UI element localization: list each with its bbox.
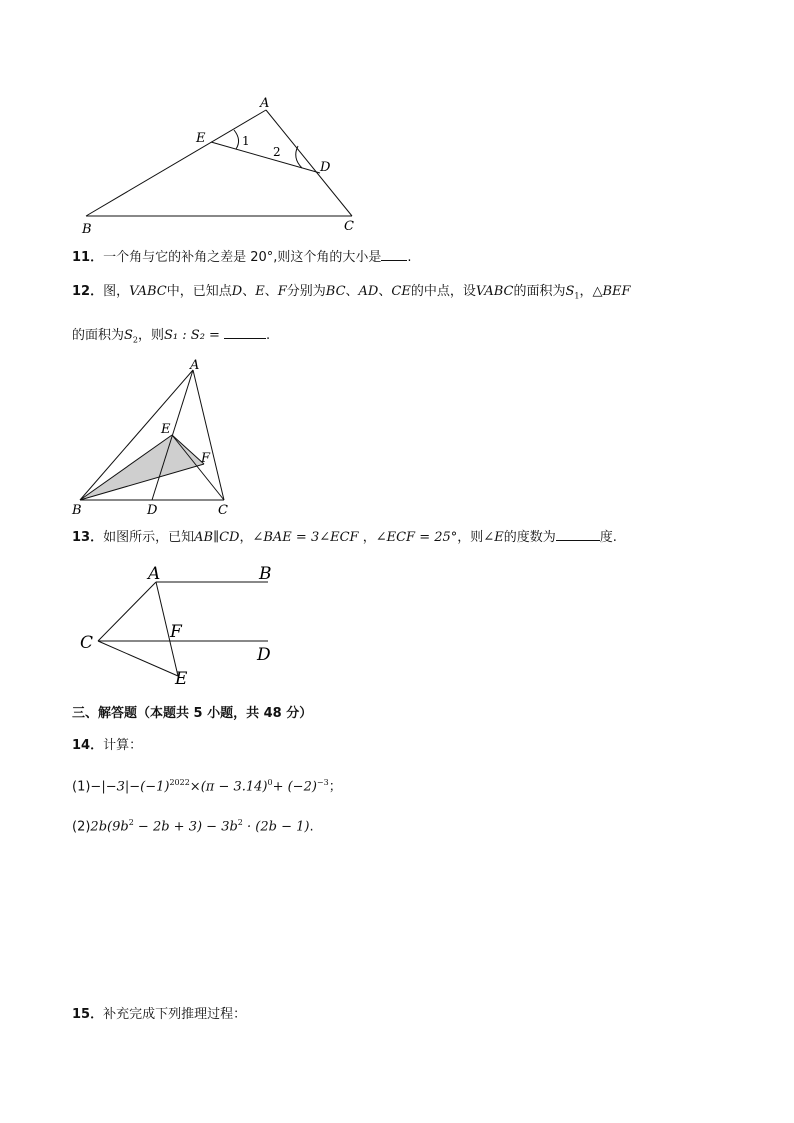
question-text: 一个角与它的补角之差是 20°,则这个角的大小是 [103,250,382,265]
part-end: . [309,819,314,835]
question-end: . [407,250,412,265]
math-segment: BC [325,284,346,299]
math-subscript: 1 [574,291,580,301]
question-text: 、 [242,284,256,299]
math-exponent: 2 [128,818,134,827]
question-text: ， [239,530,253,545]
part-end: ； [328,779,342,795]
segment-ed [211,142,320,173]
segment-ca [98,582,156,641]
math-expression: + (−2) [272,779,317,795]
math-segment: CE [391,284,411,299]
answer-blank[interactable] [556,528,600,541]
question-text: 补充完成下列推理过程： [103,1007,247,1022]
question-number: 12． [72,284,104,299]
question-text: 度. [599,530,617,545]
label-d: D [257,645,271,665]
question-text: ， [579,284,593,299]
label-f: F [201,451,211,466]
math-exponent: −3 [316,778,329,787]
math-area: S [124,328,133,343]
question-12-line-2 [72,326,270,350]
question-11 [72,248,412,267]
figure-parallel-lines [74,560,284,690]
question-text: ，则 [138,328,165,343]
math-subscript: 2 [132,335,139,345]
question-text: 、 [345,284,359,299]
math-point: F [277,284,287,299]
math-ratio: S₁ : S₂ = [164,328,220,343]
angle-2-arc [296,146,302,168]
question-14-title [72,737,142,755]
segment-ce [98,641,178,676]
label-c: C [344,219,354,234]
question-15 [72,1006,246,1024]
label-c: C [218,503,228,518]
figure-triangle-bef [68,352,248,522]
label-e: E [196,131,206,146]
math-parallel: ∥ [213,530,220,545]
label-e: E [161,422,171,437]
question-12-line-1 [72,283,631,306]
math-expression: 2b(9b [90,819,129,835]
label-b: B [259,564,272,584]
math-exponent: 0 [267,778,273,787]
question-number: 14． [72,738,104,753]
question-14-part-2 [72,814,314,836]
question-14-part-1 [72,774,342,796]
math-exponent: 2022 [169,778,190,787]
label-f: F [170,622,182,642]
question-13 [72,528,617,547]
label-d: D [147,503,158,518]
question-text: 分别为 [286,284,326,299]
math-segment: AD [358,284,379,299]
answer-blank[interactable] [381,248,407,261]
question-number: 15． [72,1007,104,1022]
question-number: 13． [72,530,104,545]
question-text: 图， [103,284,130,299]
math-segment: CD [219,530,240,545]
label-a: A [260,96,270,111]
math-area: S [565,284,575,299]
question-text: ，则 [457,530,484,545]
question-text: 中，已知点 [166,284,232,299]
question-text: 计算： [103,738,143,753]
question-text: 的度数为 [503,530,556,545]
math-equation: ∠ECF = 25° [375,530,458,545]
label-c: C [80,633,94,653]
question-text: 的面积为 [513,284,566,299]
shaded-triangle-bef [80,435,204,500]
angle-1-arc [234,130,239,149]
answer-blank[interactable] [224,326,266,339]
segment-ab [86,110,266,216]
math-triangle: VABC [475,284,514,299]
section-title: 三、解答题（本题共 5 小题，共 48 分） [72,706,313,721]
label-a: A [190,358,200,373]
part-label: (2) [72,819,91,835]
question-end: . [265,328,271,343]
math-triangle: VABC [129,284,167,299]
label-b: B [72,503,82,518]
question-text: 、 [378,284,392,299]
math-equation: ∠BAE = 3∠ECF [252,530,359,545]
math-expression: −|−3|−(−1) [90,779,170,795]
segment-ac [266,110,352,216]
figure-triangle-abc-ed [70,90,370,240]
math-angle: ∠E [483,530,504,545]
question-text: 的面积为 [72,328,125,343]
question-text: ， [358,530,376,545]
label-angle-1: 1 [242,134,250,148]
label-d: D [320,160,331,175]
math-expression: · (2b − 1) [242,819,310,835]
math-point: D [231,284,243,299]
math-triangle: △BEF [592,284,631,299]
label-e: E [175,669,188,689]
question-text: 如图所示，已知 [103,530,195,545]
math-expression: ×(π − 3.14) [189,779,268,795]
label-angle-2: 2 [273,145,281,159]
math-exponent: 2 [237,818,243,827]
part-label: (1) [72,779,91,795]
question-text: 的中点，设 [410,284,476,299]
label-b: B [82,222,92,237]
label-a: A [148,564,161,584]
math-point: E [255,284,265,299]
question-number: 11． [72,250,104,265]
math-segment: AB [194,530,214,545]
math-expression: − 2b + 3) − 3b [133,819,238,835]
question-text: 、 [264,284,278,299]
